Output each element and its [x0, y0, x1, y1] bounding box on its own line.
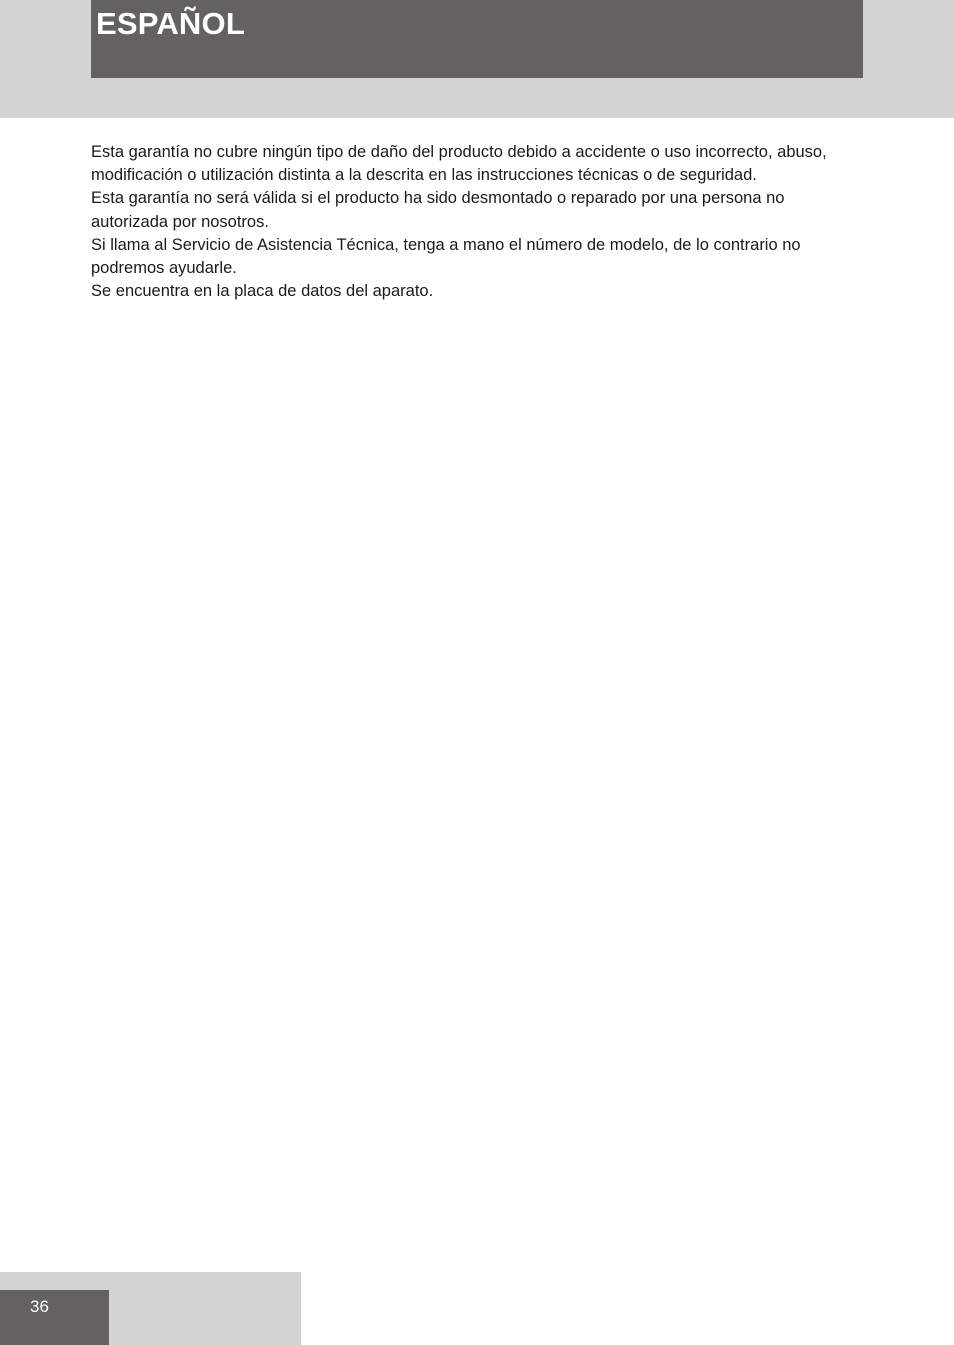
warranty-text	[91, 141, 866, 303]
paragraph-rating-plate: Se encuentra en la placa de datos del aparato.	[91, 282, 434, 301]
page-number: 36	[30, 1297, 49, 1316]
page-number-box	[0, 1290, 109, 1345]
header-band	[0, 0, 954, 118]
section-title: ESPAÑOL	[96, 6, 245, 41]
header-title-box	[91, 0, 863, 78]
paragraph-warranty-exclusions: Esta garantía no cubre ningún tipo de daño del producto debido a accidente o uso incorrecto, abuso, modificación o utilización distinta a la descrita en las instrucciones técnicas o de seguridad.	[91, 143, 827, 185]
footer-band	[0, 1272, 301, 1345]
paragraph-warranty-invalid: Esta garantía no será válida si el producto ha sido desmontado o reparado por una persona no autorizada por nosotros.	[91, 189, 785, 231]
paragraph-service-call: Si llama al Servicio de Asistencia Técnica, tenga a mano el número de modelo, de lo contrario no podremos ayudarle.	[91, 235, 801, 278]
